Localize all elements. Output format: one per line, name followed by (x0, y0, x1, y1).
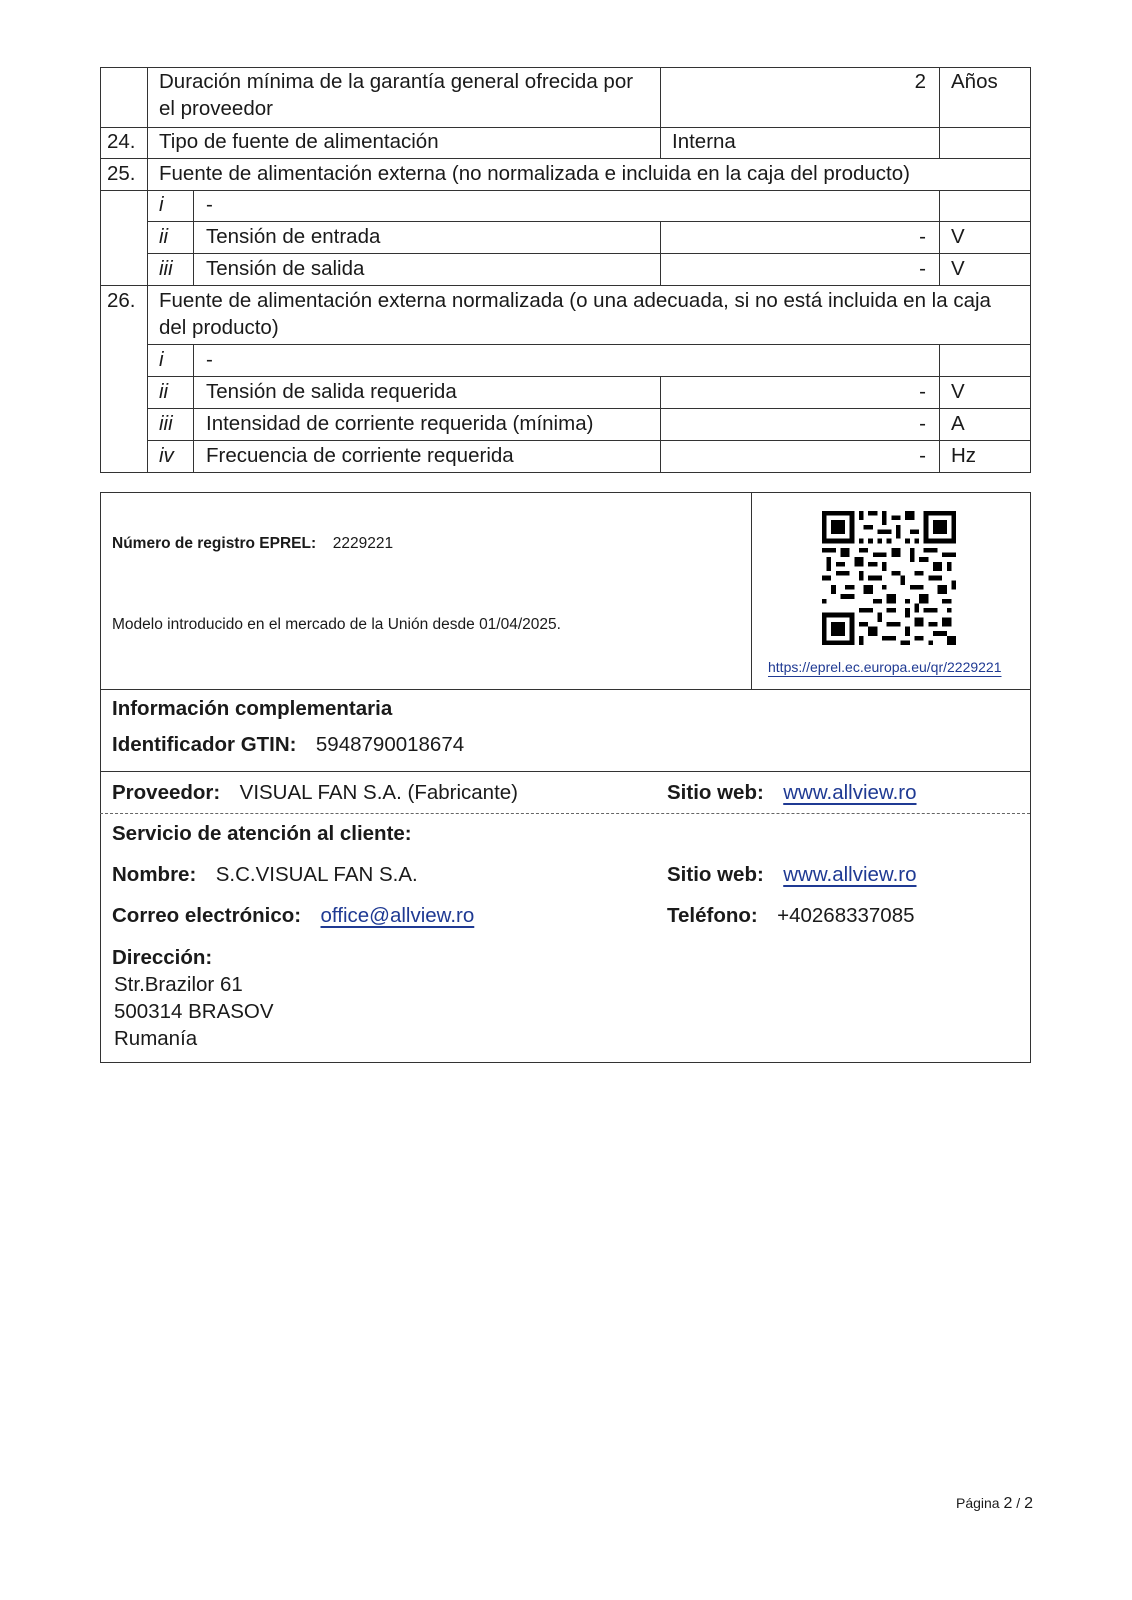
supplier-web-row (667, 779, 917, 806)
page-sep: / (1016, 1495, 1021, 1511)
service-web-link[interactable]: www.allview.ro (783, 863, 917, 886)
supplier-web-link[interactable]: www.allview.ro (783, 781, 917, 804)
row26-sub-label: - (206, 348, 213, 371)
row24-label: Tipo de fuente de alimentación (159, 130, 439, 153)
service-email-row (112, 902, 474, 929)
page-total: 2 (1024, 1495, 1033, 1512)
gtin-row (112, 731, 464, 758)
page-current: 2 (1003, 1495, 1013, 1512)
row25-sub-unit: V (951, 225, 965, 248)
service-email-link[interactable]: office@allview.ro (320, 904, 475, 927)
row23-value: 2 (914, 70, 926, 93)
row25-sub-label: Tensión de salida (206, 257, 365, 280)
row25-sub-unit: V (951, 257, 965, 280)
info-heading: Información complementaria (112, 697, 393, 720)
supplier-web-label: Sitio web: (667, 781, 764, 804)
row26-sub-unit: V (951, 380, 965, 403)
row26-label: Fuente de alimentación externa normalizada (o una adecuada, si no está incluida en la caja (159, 289, 991, 312)
row26-sub-value: - (919, 444, 926, 467)
row25-sub-roman: ii (159, 225, 169, 248)
eprel-market-text: Modelo introducido en el mercado de la Unión desde 01/04/2025. (112, 616, 561, 633)
row25-sub-label: Tensión de entrada (206, 225, 381, 248)
page-number (956, 1493, 1033, 1514)
row26-sub-unit: A (951, 412, 965, 435)
service-phone-row (667, 902, 915, 929)
service-web-label: Sitio web: (667, 863, 764, 886)
supplier-value: VISUAL FAN S.A. (Fabricante) (239, 781, 519, 804)
row26-sub-value: - (919, 412, 926, 435)
service-name-value: S.C.VISUAL FAN S.A. (215, 863, 418, 886)
row26-sub-roman: iii (159, 412, 173, 435)
row24-num: 24. (107, 130, 136, 153)
row26-sub-roman: iv (159, 444, 174, 467)
row26-sub-unit: Hz (951, 444, 977, 467)
address-line: Rumanía (114, 1027, 198, 1050)
address-line: 500314 BRASOV (114, 1000, 274, 1023)
service-phone-value: +40268337085 (777, 904, 915, 927)
row26-label-cont: del producto) (159, 316, 279, 339)
gtin-label: Identificador GTIN: (112, 733, 297, 756)
service-web-row (667, 861, 917, 888)
row25-num: 25. (107, 162, 136, 185)
supplier-label: Proveedor: (112, 781, 221, 804)
row26-sub-value: - (919, 380, 926, 403)
service-name-row (112, 861, 418, 888)
row26-sub-roman: ii (159, 380, 169, 403)
service-phone-label: Teléfono: (667, 904, 758, 927)
qr-code-icon (822, 511, 956, 645)
row25-sub-value: - (919, 257, 926, 280)
service-name-label: Nombre: (112, 863, 197, 886)
eprel-reg-value: 2229221 (332, 535, 394, 552)
address-label: Dirección: (112, 946, 213, 969)
row25-label: Fuente de alimentación externa (no normalizada e incluida en la caja del producto) (159, 162, 910, 185)
eprel-reg-label (112, 530, 393, 557)
row26-sub-label: Intensidad de corriente requerida (mínima) (206, 412, 594, 435)
service-email-label: Correo electrónico: (112, 904, 302, 927)
row24-value: Interna (672, 130, 736, 153)
page-label: Página (956, 1495, 1000, 1511)
row23-unit: Años (951, 70, 998, 93)
row25-sub-roman: i (159, 193, 164, 216)
eprel-reg-key: Número de registro EPREL: (112, 535, 317, 552)
row26-sub-label: Tensión de salida requerida (206, 380, 457, 403)
row23-label-cont: el proveedor (159, 97, 273, 120)
gtin-value: 5948790018674 (315, 733, 465, 756)
row25-sub-roman: iii (159, 257, 173, 280)
row25-sub-value: - (919, 225, 926, 248)
row23-label: Duración mínima de la garantía general ofrecida por (159, 70, 634, 93)
row26-num: 26. (107, 289, 136, 312)
service-heading: Servicio de atención al cliente: (112, 822, 412, 845)
address-line: Str.Brazilor 61 (114, 973, 243, 996)
row25-sub-label: - (206, 193, 213, 216)
supplier-row (112, 779, 518, 806)
row26-sub-label: Frecuencia de corriente requerida (206, 444, 514, 467)
row26-sub-roman: i (159, 348, 164, 371)
eprel-qr-link[interactable]: https://eprel.ec.europa.eu/qr/2229221 (768, 659, 1002, 675)
